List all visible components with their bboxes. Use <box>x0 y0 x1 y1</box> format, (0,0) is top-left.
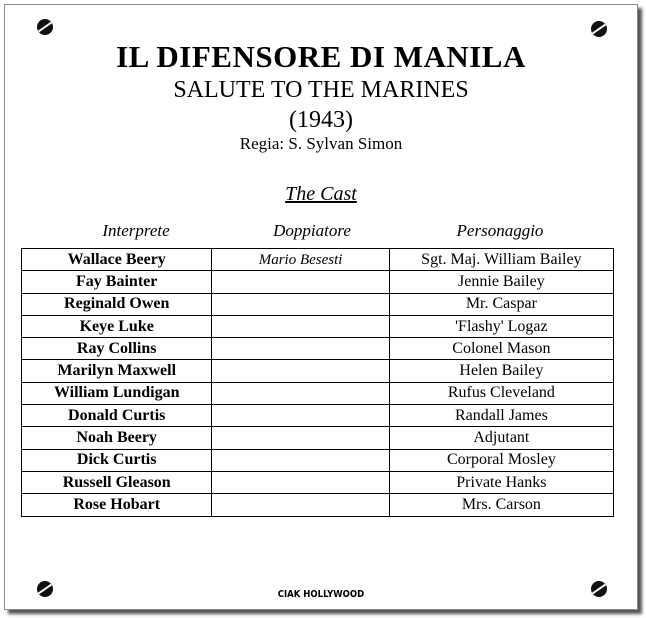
dubber-cell <box>212 382 389 404</box>
dubber-cell <box>212 293 389 315</box>
cast-row <box>22 382 614 404</box>
plaque <box>4 4 638 610</box>
cast-row <box>22 405 614 427</box>
actor-cell: Rose Hobart <box>22 494 212 516</box>
cast-table-body <box>22 249 614 517</box>
actor-cell: Noah Beery <box>22 427 212 449</box>
cast-row <box>22 427 614 449</box>
actor-cell: Ray Collins <box>22 338 212 360</box>
character-cell: Helen Bailey <box>389 360 613 382</box>
actor-cell: Fay Bainter <box>22 271 212 293</box>
character-cell: Randall James <box>389 405 613 427</box>
character-cell: Jennie Bailey <box>389 271 613 293</box>
actor-cell: Russell Gleason <box>22 471 212 493</box>
movie-title: IL DIFENSORE DI MANILA <box>116 39 526 74</box>
dubber-cell <box>212 338 389 360</box>
cast-row <box>22 471 614 493</box>
character-cell: Rufus Cleveland <box>389 382 613 404</box>
dubber-cell <box>212 449 389 471</box>
original-title: SALUTE TO THE MARINES <box>173 77 469 103</box>
cast-table <box>21 248 614 517</box>
dubber-cell <box>212 494 389 516</box>
character-cell: Adjutant <box>389 427 613 449</box>
column-header-character: Personaggio <box>456 221 544 240</box>
director-credit: Regia: S. Sylvan Simon <box>239 134 403 153</box>
cast-row <box>22 360 614 382</box>
dubber-cell <box>212 360 389 382</box>
cast-row <box>22 315 614 337</box>
actor-cell: William Lundigan <box>22 382 212 404</box>
screw-icon <box>591 581 607 597</box>
cast-row <box>22 494 614 516</box>
cast-row <box>22 449 614 471</box>
character-cell: Private Hanks <box>389 471 613 493</box>
cast-row <box>22 338 614 360</box>
dubber-cell <box>212 471 389 493</box>
dubber-cell <box>212 405 389 427</box>
screw-icon <box>37 19 53 35</box>
screw-icon <box>591 21 607 37</box>
dubber-cell <box>212 427 389 449</box>
dubber-cell <box>212 315 389 337</box>
actor-cell: Donald Curtis <box>22 405 212 427</box>
column-header-actor: Interprete <box>102 221 170 240</box>
cast-row <box>22 249 614 271</box>
screw-icon <box>37 581 53 597</box>
actor-cell: Dick Curtis <box>22 449 212 471</box>
column-header-dubber: Doppiatore <box>273 221 351 240</box>
character-cell: Colonel Mason <box>389 338 613 360</box>
dubber-cell <box>212 271 389 293</box>
character-cell: Sgt. Maj. William Bailey <box>389 249 613 271</box>
ciak-hollywood-logo: CIAK HOLLYWOOD <box>277 589 365 600</box>
dubber-cell: Mario Besesti <box>212 249 389 271</box>
actor-cell: Marilyn Maxwell <box>22 360 212 382</box>
release-year: (1943) <box>289 107 353 133</box>
cast-heading: The Cast <box>285 183 357 205</box>
character-cell: Mr. Caspar <box>389 293 613 315</box>
actor-cell: Keye Luke <box>22 315 212 337</box>
cast-row <box>22 293 614 315</box>
character-cell: Mrs. Carson <box>389 494 613 516</box>
character-cell: 'Flashy' Logaz <box>389 315 613 337</box>
actor-cell: Reginald Owen <box>22 293 212 315</box>
actor-cell: Wallace Beery <box>22 249 212 271</box>
character-cell: Corporal Mosley <box>389 449 613 471</box>
cast-row <box>22 271 614 293</box>
